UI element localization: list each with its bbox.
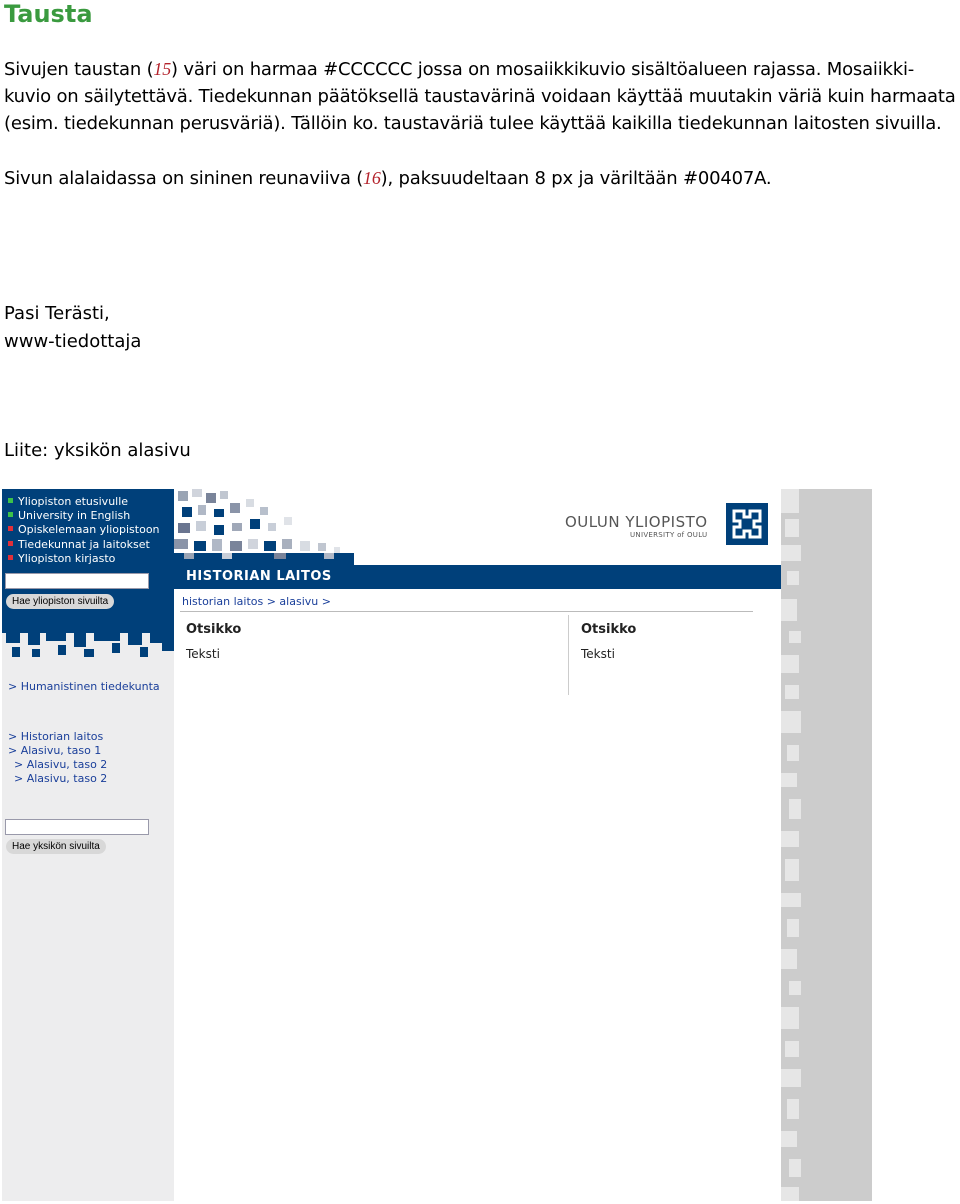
nav-link[interactable] [8,509,160,523]
author-role: www-tiedottaja [4,331,142,352]
subnav-link[interactable]: > Alasivu, taso 2 [14,772,108,785]
paragraph-line-3: (esim. tiedekunnan perusväriä). Tällöin ko. taustaväriä tulee käyttää kaikilla tiedekunnan laitosten sivuilla. [4,113,942,134]
text-fragment: Sivun alalaidassa on sininen reunaviiva ( [4,168,364,189]
bullet-icon [8,512,13,517]
university-logo-icon [726,503,768,545]
subnav-link[interactable]: > Alasivu, taso 1 [8,744,102,757]
background-paragraph [4,56,960,137]
unit-search-button[interactable]: Hae yksikön sivuilta [6,839,106,854]
nav-link[interactable] [8,538,160,552]
nav-link-label: Tiedekunnat ja laitokset [18,537,150,551]
mock-sidebar [2,489,174,1201]
bullet-icon [8,498,13,503]
column-divider [568,615,569,695]
university-logo-subtext: UNIVERSITY of OULU [630,531,708,539]
sidebar-mosaic [2,629,174,665]
text-fragment: Sivujen taustan ( [4,59,154,80]
global-nav-list [8,495,160,566]
bullet-icon [8,541,13,546]
nav-link-label: University in English [18,509,131,523]
site-search-button[interactable]: Hae yliopiston sivuilta [6,594,114,609]
subpage-example-screenshot [2,489,872,1201]
subnav-link[interactable]: > Historian laitos [8,730,104,743]
column-2-text: Teksti [581,647,615,661]
attachment-caption: Liite: yksikön alasivu [4,440,191,461]
unit-search-input[interactable] [5,819,149,835]
document [4,0,956,461]
nav-link[interactable] [8,523,160,537]
text-fragment: ), paksuudeltaan 8 px ja väriltään #00407A. [380,168,772,189]
site-search-input[interactable] [5,573,149,589]
text-fragment: ) väri on harmaa #CCCCCC jossa on mosaiikkikuvio sisältöalueen rajassa. Mosaiikki- [171,59,915,80]
nav-link[interactable] [8,495,160,509]
bullet-icon [8,526,13,531]
bullet-icon [8,555,13,560]
figure-ref-15: 15 [153,59,172,79]
sidebar-nav-panel [2,489,174,629]
author-name: Pasi Terästi, [4,303,110,324]
border-paragraph [4,165,960,192]
background-mosaic-edge [781,489,807,1201]
nav-link-label: Yliopiston etusivulle [18,495,129,508]
author-block [4,300,141,356]
nav-link-label: Yliopiston kirjasto [18,551,116,565]
figure-ref-16: 16 [363,168,381,188]
paragraph-line-1 [4,56,960,83]
university-logo-text: OULUN YLIOPISTO [565,513,708,531]
paragraph-line [4,165,960,192]
column-1-title: Otsikko [186,622,242,637]
unit-header-bar [174,565,781,589]
nav-link-label: Opiskelemaan yliopistoon [18,523,160,537]
subnav-link[interactable]: > Alasivu, taso 2 [14,758,108,771]
header-mosaic [174,489,354,565]
breadcrumb[interactable]: historian laitos > alasivu > [182,595,331,608]
section-heading: Tausta [4,0,93,28]
column-1-text: Teksti [186,647,220,661]
breadcrumb-divider [180,611,753,612]
nav-link[interactable] [8,552,160,566]
unit-title: HISTORIAN LAITOS [186,569,332,584]
faculty-link[interactable]: > Humanistinen tiedekunta [8,680,160,693]
paragraph-line-2: kuvio on säilytettävä. Tiedekunnan päätöksellä taustavärinä voidaan käyttää muutakin väriä kuin harmaata [4,86,956,107]
column-2-title: Otsikko [581,622,637,637]
